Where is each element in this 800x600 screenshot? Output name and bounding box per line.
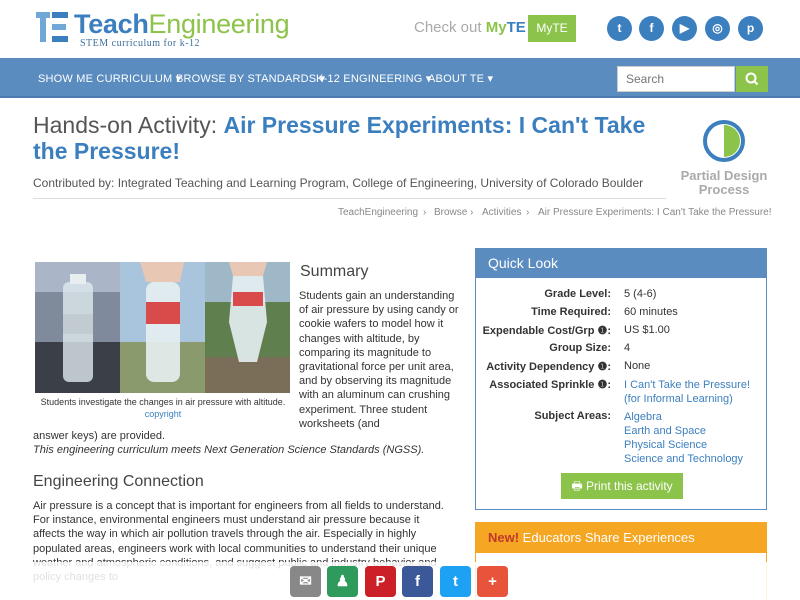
- breadcrumb-separator: ›: [470, 207, 474, 218]
- quick-look-panel: [475, 248, 767, 510]
- divider: [33, 198, 666, 199]
- main-nav: [0, 58, 800, 98]
- facebook-icon[interactable]: f: [639, 16, 664, 41]
- top-header: [0, 0, 800, 58]
- nav-k12-engineering[interactable]: K-12 ENGINEERING ▾: [316, 73, 432, 85]
- group-size-label: Group Size:: [549, 342, 611, 354]
- pinterest-icon[interactable]: p: [738, 16, 763, 41]
- more-share-button[interactable]: +: [477, 566, 508, 597]
- subject-areas-label: Subject Areas:: [534, 410, 611, 422]
- brand-tagline: STEM curriculum for k-12: [80, 38, 201, 49]
- page-title: Hands-on Activity: Air Pressure Experiments: I Can't Take the Pressure!: [33, 112, 646, 164]
- search-icon: [736, 66, 768, 92]
- quick-look-heading: Quick Look: [476, 249, 766, 278]
- time-required-value: 60 minutes: [624, 306, 678, 318]
- search-button[interactable]: [736, 66, 768, 92]
- breadcrumb-browse[interactable]: Browse: [434, 207, 468, 218]
- breadcrumb-home[interactable]: TeachEngineering: [338, 207, 419, 218]
- expendable-cost-label: Expendable Cost/Grp ❶:: [482, 325, 611, 337]
- share-button[interactable]: ♟: [327, 566, 358, 597]
- search-input[interactable]: [617, 66, 735, 92]
- copyright-link[interactable]: copyright: [144, 409, 182, 419]
- engineering-connection-text: Air pressure is a concept that is important for engineers from all fields to understand. For instance, environmental engineers must understand air pressure because it affects the way in which air pollution travels through the air. Especially in highly populated areas, engineers work with local communities to understand their unique: [33, 500, 444, 555]
- nav-browse-by-standards[interactable]: BROWSE BY STANDARDS ▾: [176, 73, 326, 85]
- contributed-by: Contributed by: Integrated Teaching and Learning Program, College of Engineering, University of Colorado Boulder: [33, 176, 644, 190]
- grade-level-value: 5 (4-6): [624, 288, 657, 300]
- grade-level-label: Grade Level:: [544, 288, 611, 300]
- time-required-label: Time Required:: [531, 306, 611, 318]
- photo-bottle-low-altitude: [205, 262, 290, 393]
- summary-text-tail: answer keys) are provided.: [33, 430, 166, 442]
- activity-dependency-value: None: [624, 360, 651, 372]
- subject-area-link[interactable]: Earth and Space: [624, 425, 706, 437]
- subject-area-link[interactable]: Algebra: [624, 411, 662, 423]
- nav-show-me-curriculum[interactable]: SHOW ME CURRICULUM ▾: [38, 73, 182, 85]
- breadcrumb-activities[interactable]: Activities: [482, 207, 522, 218]
- educators-share-heading: New! Educators Share Experiences: [476, 523, 766, 553]
- ngss-note: This engineering curriculum meets Next Generation Science Standards (NGSS).: [33, 444, 425, 456]
- partial-design-icon: [676, 118, 772, 164]
- subject-area-link[interactable]: Science and Technology: [624, 453, 744, 465]
- brand-name: TeachEngineering: [74, 9, 290, 39]
- subject-area-link[interactable]: Physical Science: [624, 439, 708, 451]
- activity-dependency-label: Activity Dependency ❶:: [486, 361, 611, 373]
- print-activity-button[interactable]: 🖶 Print this activity: [561, 473, 683, 499]
- breadcrumb-separator: ›: [423, 207, 427, 218]
- myte-button[interactable]: MyTE: [528, 15, 576, 42]
- breadcrumb-separator: ›: [526, 207, 530, 218]
- associated-sprinkle-link[interactable]: I Can't Take the Pressure! (for Informal Learning): [624, 379, 751, 405]
- checkout-myte-text: Check out MyTE: [414, 19, 526, 36]
- twitter-icon[interactable]: t: [607, 16, 632, 41]
- photo-bottle-high-altitude: [35, 262, 120, 393]
- email-share-button[interactable]: ✉: [290, 566, 321, 597]
- facebook-share-button[interactable]: f: [402, 566, 433, 597]
- design-process-badge: [676, 118, 772, 169]
- associated-sprinkle-label: Associated Sprinkle ❶:: [489, 379, 611, 391]
- summary-text: Students gain an understanding of air pressure by using candy or cookie wafers to model how it changes with altitude, by comparing its magnitude to gravitational force per unit area, and by observing its magnitude with an aluminum can crushing experiment. Three student worksheets (and: [299, 290, 459, 430]
- engineering-connection-heading: Engineering Connection: [33, 473, 204, 490]
- teachengineering-logo[interactable]: [36, 10, 289, 49]
- group-size-value: 4: [624, 342, 631, 354]
- breadcrumb-current: Air Pressure Experiments: I Can't Take the Pressure!: [538, 207, 772, 218]
- nav-about-te[interactable]: ABOUT TE ▾: [428, 73, 494, 85]
- image-caption: Students investigate the changes in air pressure with altitude.: [40, 397, 286, 407]
- expendable-cost-value: US $1.00: [624, 324, 670, 336]
- summary-heading: Summary: [300, 263, 369, 280]
- te-logo-icon: [36, 10, 70, 44]
- instagram-icon[interactable]: ◎: [705, 16, 730, 41]
- twitter-share-button[interactable]: t: [440, 566, 471, 597]
- youtube-icon[interactable]: ▶: [672, 16, 697, 41]
- share-bar: [0, 562, 800, 600]
- photo-bottle-mid-altitude: [120, 262, 205, 393]
- pinterest-share-button[interactable]: P: [365, 566, 396, 597]
- design-process-label: Partial Design Process: [680, 168, 768, 197]
